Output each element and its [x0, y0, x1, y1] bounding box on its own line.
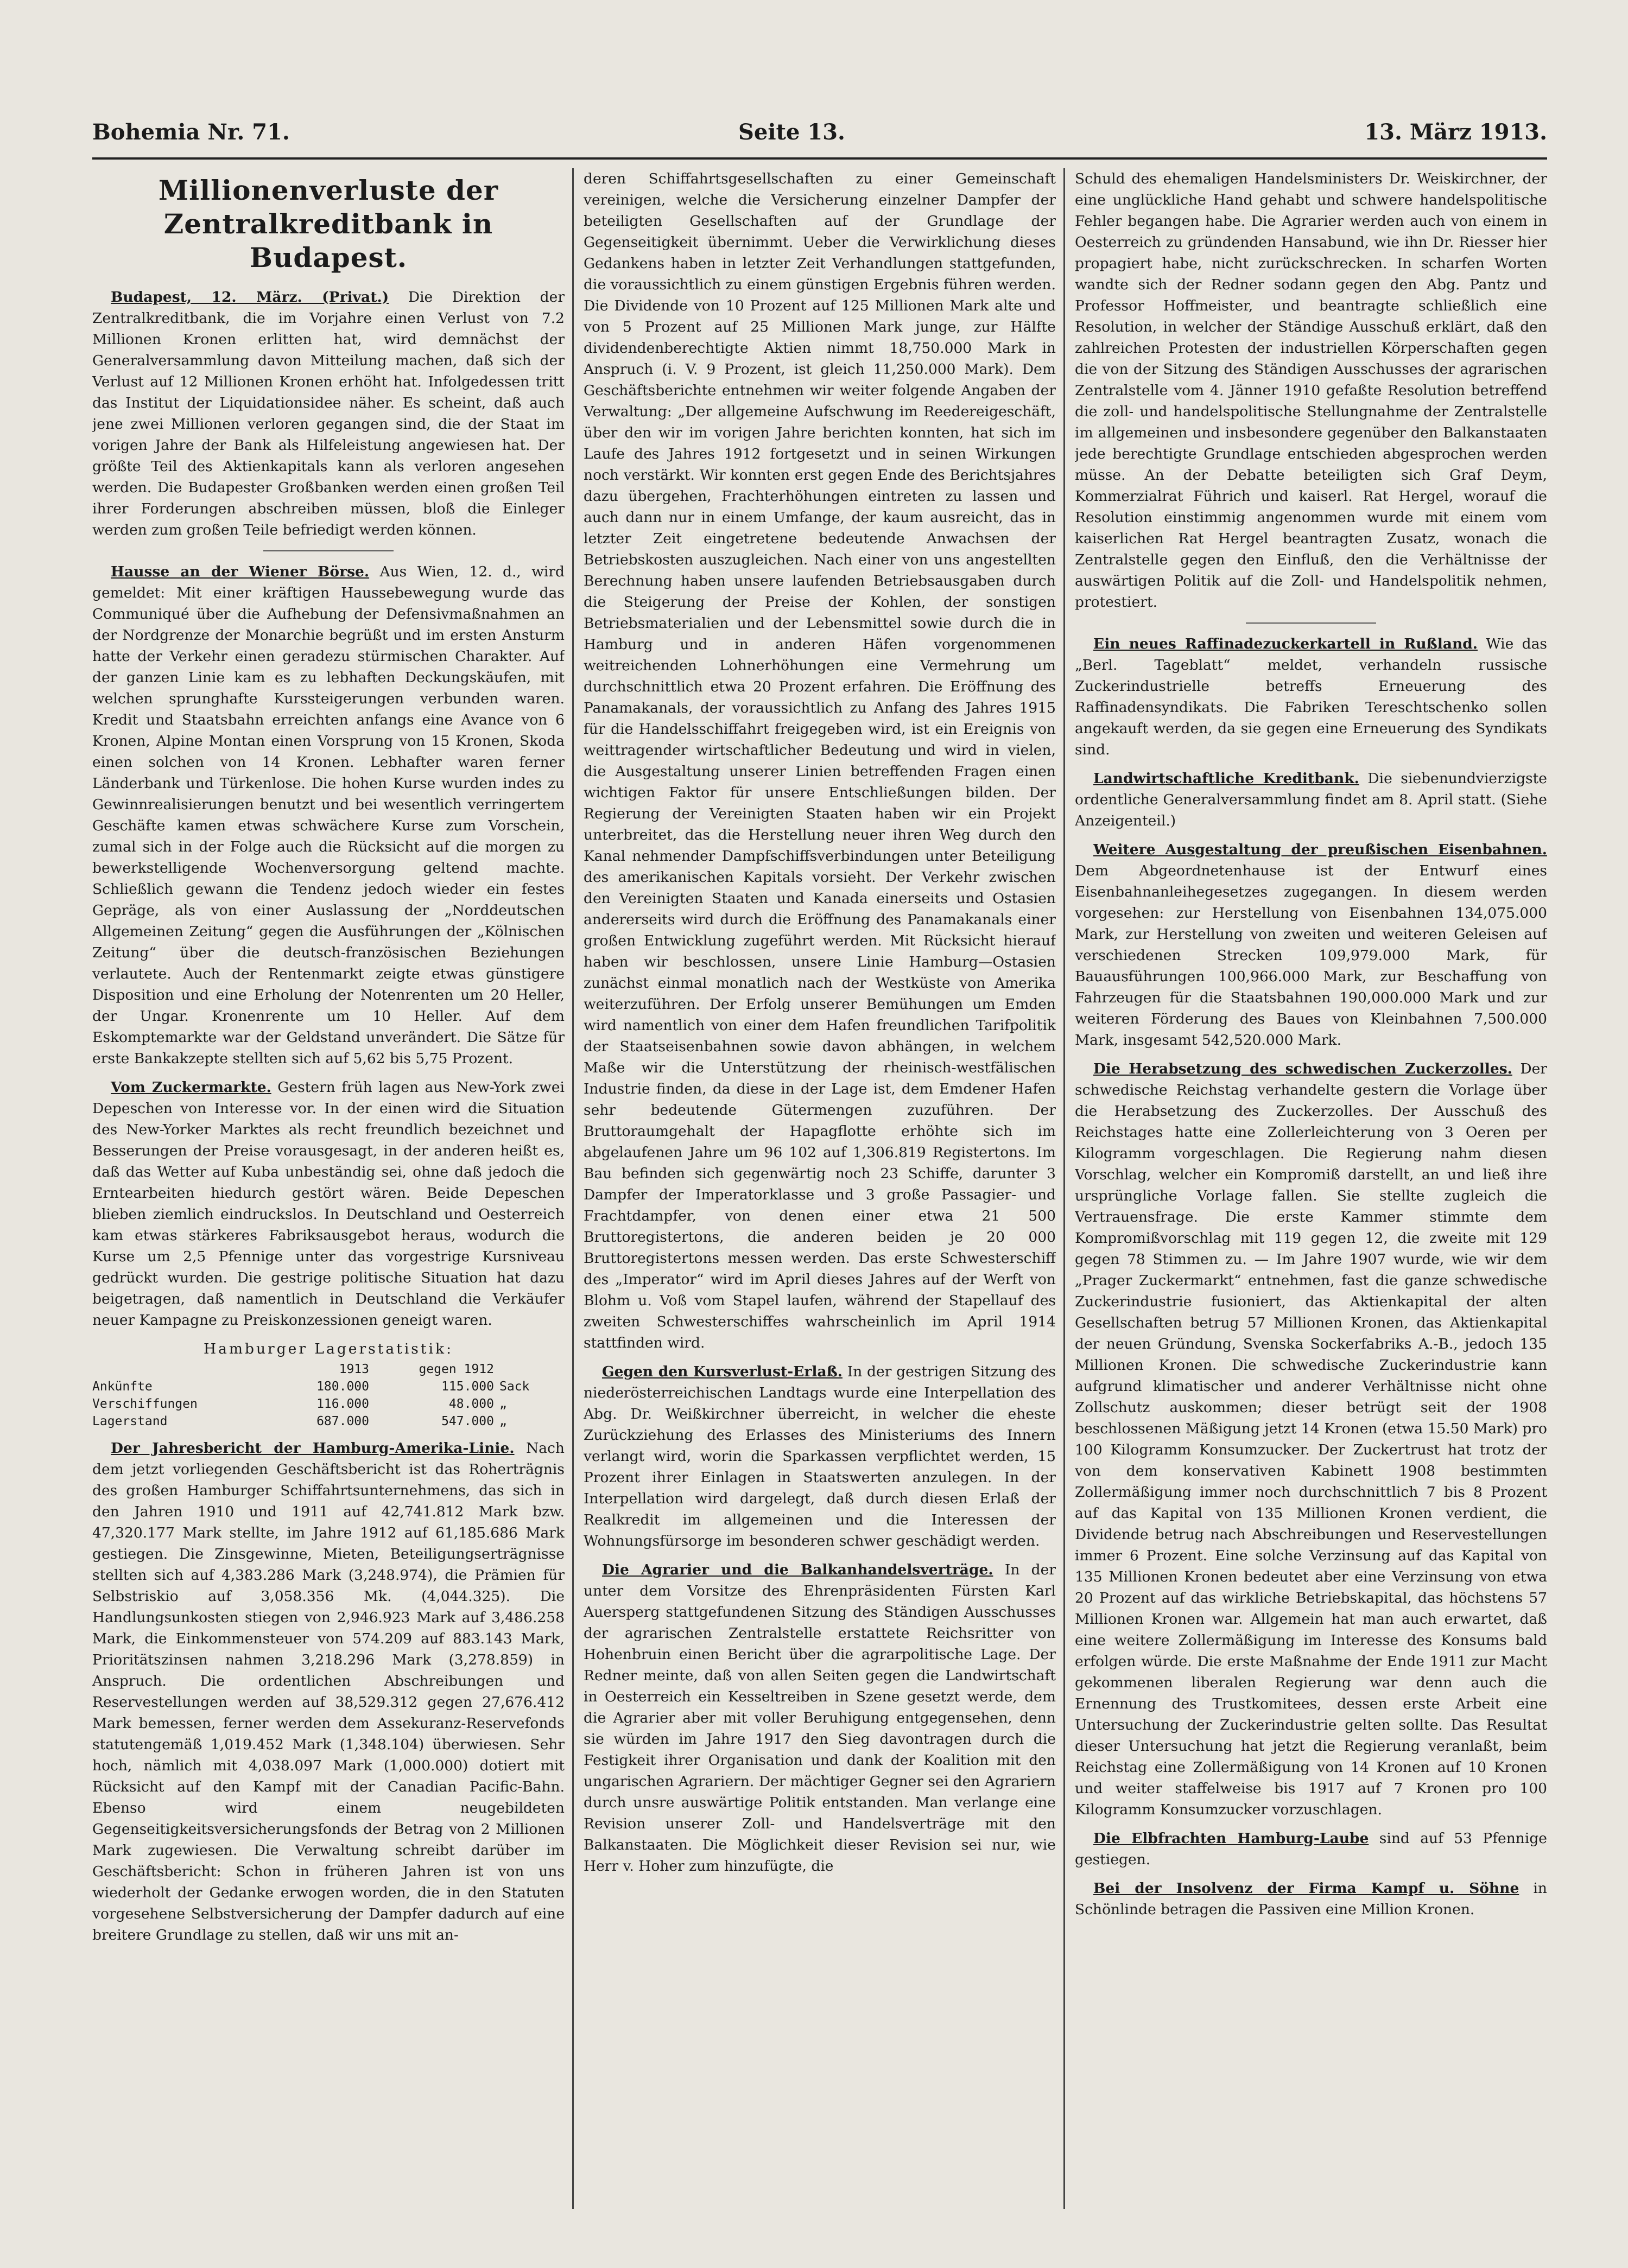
article-text: Der schwedische Reichstag verhandelte gestern die Vorlage über die Herabsetzung des Zuckerzolles. Der Ausschuß des Reichstages hatte eine Zollerleichterung von 3 Oeren per Kilogramm vorgeschlagen. Die Regierung nahm diesen Vorschlag, welcher ein Kompromiß darstellt, an und ließ ihre ursprüngliche Vorlage fallen. Sie stellte zugleich die Vertrauensfrage. Die erste Kammer stimmte dem Kompromißvorschlag mit 119 gegen 12, die zweite mit 129 gegen 78 Stimmen zu. — Im Jahre 1907 wurde, wie wir dem „Prager Zuckermarkt“ entnehmen, fast die ganze schwedische Zuckerindustrie fusioniert, das Aktienkapital der alten Gesellschaften betrug 57 Millionen Kronen, das Aktienkapital der neuen Gründung, Svenska Sockerfabriks A.-B., jedoch 135 Millionen Kronen. Die schwedische Zuckerindustrie kann aufgrund klimatischer und anderer Verhältnisse nicht ohne Zollschutz auskommen; dieser betrügt seit der 1908 beschlossenen Mäßigung jetzt 14 Kronen (etwa 15.50 Mark) pro 100 Kilogramm Konsumzucker. Der Zuckertrust hat trotz der von dem konservativen Kabinett 1908 bestimmten Zollermäßigung immer noch durchschnittlich 7 bis 8 Prozent auf das Kapital von 135 Millionen Kronen verdient, die Dividende betrug nach Abschreibungen und Reservestellungen immer 6 Prozent. Eine solche Verzinsung auf das Kapital von 135 Millionen Kronen bedeutet aber eine Verzinsung von etwa 20 Prozent auf das wirkliche Betriebskapital, das höchstens 57 Millionen Kronen war. Allgemein hat man auch erwartet, daß eine weitere Zollermäßigung im Interesse des Konsums bald erfolgen würde. Die erste Maßnahme der Ende 1911 zur Macht gekommenen liberalen Regierung war denn auch die Ernennung des Trustkomitees, dessen erste Arbeit eine Untersuchung der Zuckerindustrie gelten sollte. Das Resultat dieser Untersuchung hat jetzt die Regierung veranlaßt, beim Reichstag eine Zollermäßigung von 14 Kronen auf 10 Kronen und weiter staffelweise bis 1917 auf 7 Kronen pro 100 Kilogramm Konsumzucker vorzuschlagen. — [1075, 1060, 1547, 1818]
statistics-label: Ankünfte — [92, 1380, 153, 1394]
article-text: Schuld des ehemaligen Handelsministers Dr. Weiskirchner, der eine unglückliche Hand gehabt und schwere handelspolitische Fehler begangen habe. Die Agrarier werden auch von einem in Oesterreich zu gründenden Hansabund, wie ihn Dr. Riesser hier propagiert habe, nicht zurückschrecken. In scharfen Worten wandte sich der Redner sodann gegen den Abg. Pantz und Professor Hoffmeister, und beantragte schließlich eine Resolution, in welcher der Ständige Ausschuß erklärt, daß den zahlreichen Protesten der industriellen Körperschaften gegen die von der Sitzung des Ständigen Ausschusses der agrarischen Zentralstelle vom 4. Jänner 1910 gefaßte Resolution betreffend die zoll- und handelspolitische Stellungnahme der Zentralstelle im allgemeinen und insbesondere gegenüber den Balkanstaaten jede berechtigte Grundlage entschieden abgesprochen werden müsse. An der Debatte beteiligten sich Graf Deym, Kommerzialrat Führich und kaiserl. Rat Hergel, worauf die Resolution einstimmig angenommen wurde mit einem vom kaiserlichen Rat Hergel beantragten Zusatz, wonach die Zentralstelle gegen den Einfluß, den die Verhältnisse der auswärtigen Politik auf die Zoll- und Handelspolitik nehmen, protestiert. — [1075, 170, 1547, 611]
statistics-unit: „ — [499, 1397, 507, 1411]
article-heading: Ein neues Raffinadezuckerkartell in Rußland. — [1093, 636, 1478, 652]
article-paragraph — [584, 1559, 1056, 1877]
statistics-unit: Sack — [499, 1380, 530, 1394]
article-text: Dem Abgeordnetenhause ist der Entwurf eines Eisenbahnanleihegesetzes zugegangen. In diesem werden vorgesehen: zur Herstellung von Eisenbahnen 134,075.000 Mark, zur Herstellung von zweiten und weiteren Geleisen auf verschiedenen Strecken 109,979.000 Mark, für Bauausführungen 100,966.000 Mark, zur Beschaffung von Fahrzeugen für die Staatsbahnen 190,000.000 Mark und zur weiteren Förderung des Baues von Kleinbahnen 7,500.000 Mark, insgesamt 542,520.000 Mark. — [1075, 862, 1547, 1049]
article-paragraph — [92, 1438, 565, 1946]
statistics-value: 687.000 — [316, 1414, 369, 1428]
statistics-label: Verschiffungen — [92, 1397, 198, 1411]
article-paragraph — [1075, 168, 1547, 613]
column-divider — [1063, 168, 1065, 2209]
article-text: deren Schiffahrtsgesellschaften zu einer Gemeinschaft vereinigen, welche die Versicherung einzelner Dampfer der beteiligten Gesellschaften auf der Grundlage der Gegenseitigkeit übernimmt. Ueber die Verwirklichung dieses Gedankens haben in letzter Zeit Verhandlungen stattgefunden, die voraussichtlich zu einem günstigen Ergebnis führen werden. Die Dividende von 10 Prozent auf 125 Millionen Mark alte und von 5 Prozent auf 25 Millionen Mark junge, zur Hälfte dividendenberechtigte Aktien nimmt 18,750.000 Mark in Anspruch (i. V. 9 Prozent, ist gleich 11,250.000 Mark). Dem Geschäftsberichte entnehmen wir weiter folgende Angaben der Verwaltung: „Der allgemeine Aufschwung im Reedereigeschäft, über den wir im vorigen Jahre berichten konnten, hat sich im Laufe des Jahres 1912 fortgesetzt und in seinen Wirkungen noch verstärkt. Wir konnten erst gegen Ende des Berichtsjahres dazu übergehen, Frachterhöhungen eintreten zu lassen und auch dann nur in einem Umfange, der kaum ausreicht, das in letzter Zeit eingetretene bedeutende Anwachsen der Betriebskosten auszugleichen. Nach einer von uns angestellten Berechnung haben unsere laufenden Betriebsausgaben durch die Steigerung der Preise der Kohlen, der sonstigen Betriebsmaterialien und der Lebensmittel sowie durch die in Hamburg und in anderen Häfen vorgenommenen weitreichenden Lohnerhöhungen eine Vermehrung um durchschnittlich etwa 20 Prozent erfahren. Die Eröffnung des Panamakanals, der voraussichtlich zu Anfang des Jahres 1915 für die Handelsschiffahrt freigegeben wird, ist ein Ereignis von weittragender wirtschaftlicher Bedeutung und wird in vielen, die Ausgestaltung unserer Linien betreffenden Fragen einen wichtigen Faktor für unsere Entschließungen bilden. Der Regierung der Vereinigten Staaten haben wir ein Projekt unterbreitet, das die Herstellung neuer ihren Weg durch den Kanal nehmender Dampfschiffsverbindungen unter Beteiligung des amerikanischen Kapitals vorsieht. Der Verkehr zwischen den Vereinigten Staaten und Kanada einerseits und Ostasien andererseits wird durch die Eröffnung des Panamakanals einer großen Entwicklung zugeführt werden. Mit Rücksicht hierauf haben wir beschlossen, unsere Linie Hamburg—Ostasien zunächst einmal monatlich nach der Westküste von Amerika weiterzuführen. Der Erfolg unserer Bemühungen um Emden wird namentlich von einer dem Hafen freundlichen Tarifpolitik der Staatseisenbahnen sowie davon abhängen, in welchem Maße wir die Unterstützung der rheinisch-westfälischen Industrie finden, da diese in der Lage ist, dem Emdener Hafen sehr bedeutende Gütermengen zuzuführen. Der Bruttoraumgehalt der Hapagflotte erhöhte sich im abgelaufenen Jahre um 96 102 auf 1,306.819 Registertons. Im Bau befinden sich gegenwärtig noch 23 Schiffe, darunter 3 Dampfer der Imperatorklasse und 3 große Passagier- und Frachtdampfer, von denen einer etwa 21 500 Bruttoregistertons, die anderen beiden je 20 000 Bruttoregistertons messen werden. Das erste Schwesterschiff des „Imperator“ wird im April dieses Jahres auf der Werft von Blohm u. Voß vom Stapel laufen, während der Stapellauf des zweiten Schwesterschiffes wahrscheinlich im April 1914 stattfinden wird. — [584, 170, 1056, 1351]
article-heading: Bei der Insolvenz der Firma Kampf u. Söhne — [1093, 1880, 1519, 1897]
statistics-year-1913: 1913 — [339, 1362, 369, 1376]
article-heading: Hausse an der Wiener Börse. — [111, 563, 370, 580]
article-heading: Landwirtschaftliche Kreditbank. — [1093, 770, 1359, 787]
section-divider — [263, 550, 394, 551]
article-heading: Weitere Ausgestaltung der preußischen Eisenbahnen. — [1093, 841, 1547, 858]
statistics-value: 116.000 — [316, 1397, 369, 1411]
statistics-row — [92, 1413, 565, 1430]
article-text: Gestern früh lagen aus New-York zwei Depeschen von Interesse vor. In der einen wird die Situation des New-Yorker Marktes als recht freundlich bezeichnet und Besserungen der Preise vorausgesagt, in der anderen heißt es, daß das Wetter auf Kuba unbeständig sei, ohne daß jedoch die Erntearbeiten hiedurch gestört wären. Beide Depeschen blieben ziemlich eindruckslos. In Deutschland und Oesterreich kam etwas stärkeres Fabriksausgebot heraus, wodurch die Kurse um 2,5 Pfennige unter das vorgestrige Kursniveau gedrückt wurden. Die gestrige politische Situation hat dazu beigetragen, daß namentlich in Deutschland die Verkäufer neuer Kampagne zu Preiskonzessionen geneigt waren. — [92, 1079, 565, 1329]
article-heading: Die Herabsetzung des schwedischen Zuckerzolles. — [1093, 1060, 1512, 1077]
article-paragraph — [1075, 633, 1547, 760]
article-text: sind auf 53 Pfennige gestiegen. — [1075, 1830, 1547, 1868]
column-2 — [584, 168, 1056, 2220]
article-heading: Der Jahresbericht der Hamburg-Amerika-Linie. — [111, 1440, 515, 1457]
article-paragraph — [1075, 768, 1547, 831]
article-paragraph — [1075, 1828, 1547, 1870]
statistics-value: 180.000 — [316, 1380, 369, 1394]
section-divider — [1246, 622, 1376, 624]
header-page-number: Seite 13. — [738, 119, 845, 145]
column-divider — [572, 168, 574, 2209]
statistics-label: Lagerstand — [92, 1414, 168, 1428]
article-paragraph — [92, 561, 565, 1069]
statistics-value: 115.000 — [441, 1380, 494, 1394]
article-paragraph — [92, 1077, 565, 1331]
article-heading: Die Agrarier und die Balkanhandelsverträge. — [602, 1561, 993, 1578]
article-paragraph — [92, 287, 565, 541]
newspaper-page — [92, 114, 1547, 2220]
article-text: Die Direktion der Zentralkreditbank, die im Vorjahre einen Verlust von 7.2 Millionen Kronen erlitten hat, wird demnächst der Generalversammlung davon Mitteilung machen, daß sich der Verlust auf 12 Millionen Kronen erhöht hat. Infolgedessen tritt das Institut der Liquidationsidee näher. Es scheint, daß auch jene zwei Millionen verloren gegangen sind, die der Staat im vorigen Jahre der Bank als Hilfeleistung angewiesen hat. Der größte Teil des Aktienkapitals kann als verloren angesehen werden. Die Budapester Großbanken werden einen großen Teil ihrer Forderungen abschreiben müssen, bloß die Einleger werden zum großen Teile befriedigt werden können. — [92, 289, 565, 538]
page-header — [92, 114, 1547, 152]
article-text: Aus Wien, 12. d., wird gemeldet: Mit einer kräftigen Haussebewegung wurde das Communiqué über die Aufhebung der Defensivmaßnahmen an der Nordgrenze der Monarchie begrüßt und im ersten Ansturm hatte der Verkehr einen geradezu stürmischen Charakter. Auf der ganzen Linie kam es zu lebhaften Deckungskäufen, mit welchen sprunghafte Kurssteigerungen verbunden waren. Kredit und Staatsbahn erreichten anfangs eine Avance von 6 Kronen, Alpine Montan einen Vorsprung von 15 Kronen, Skoda einen solchen von 14 Kronen. Lebhafter waren ferner Länderbank und Türkenlose. Die hohen Kurse wurden indes zu Gewinnrealisierungen benutzt und bei wesentlich verringertem Geschäfte kamen etwas schwächere Kurse zum Vorschein, zumal sich in der Folge auch die Rücksicht auf die morgen zu bewerkstelligende Wochenversorgung geltend machte. Schließlich gewann die Tendenz jedoch wieder ein festes Gepräge, als von einer Auslassung der „Norddeutschen Allgemeinen Zeitung“ gegen die Ausführungen der „Kölnischen Zeitung“ über die deutsch-französischen Beziehungen verlautete. Auch der Rentenmarkt zeigte etwas günstigere Disposition und eine Erholung der Notenrenten um 20 Heller, der Ungar. Kronenrente um 10 Heller. Auf dem Eskomptemarkte war der Geldstand unverändert. Die Sätze für erste Bankakzepte stellten sich auf 5,62 bis 5,75 Prozent. — [92, 563, 565, 1067]
column-1 — [92, 168, 565, 2220]
article-text: in Schönlinde betragen die Passiven eine Million Kronen. — [1075, 1880, 1547, 1918]
article-heading: Gegen den Kursverlust-Erlaß. — [602, 1363, 842, 1380]
article-text: Nach dem jetzt vorliegenden Geschäftsbericht ist das Roherträgnis des großen Hamburger Schiffahrtsunternehmens, das sich in den Jahren 1910 und 1911 auf 42,741.812 Mark bzw. 47,320.177 Mark stellte, im Jahre 1912 auf 61,185.686 Mark gestiegen. Die Zinsgewinne, Mieten, Beteiligungserträgnisse stellten sich auf 4,383.286 Mark (3,248.974), die Prämien für Selbstriskio auf 3,058.356 Mk. (4,044.325). Die Handlungsunkosten stiegen von 2,946.923 Mark auf 3,486.258 Mark, die Einkommensteuer von 574.209 auf 883.143 Mark, Prioritätszinsen nahmen 3,218.296 Mark (3,278.859) in Anspruch. Die ordentlichen Abschreibungen und Reservestellungen werden auf 38,529.312 gegen 27,676.412 Mark bemessen, ferner werden dem Assekuranz-Reservefonds statutengemäß 1,019.452 Mark (1,348.104) überwiesen. Sehr hoch, nämlich mit 4,038.097 Mark (1,000.000) dotiert mit Rücksicht auf den Kampf mit der Canadian Pacific-Bahn. Ebenso wird einem neugebildeten Gegenseitigkeitsversicherungsfonds der Betrag von 2 Millionen Mark zugewiesen. Die Verwaltung schreibt darüber im Geschäftsbericht: Schon in früheren Jahren ist von uns wiederholt der Gedanke erwogen worden, die in den Statuten vorgesehene Selbstversicherung der Dampfer dadurch auf eine breitere Grundlage zu stellen, daß wir uns mit an- — [92, 1440, 565, 1943]
statistics-row — [92, 1378, 565, 1395]
statistics-value: 48.000 — [448, 1397, 494, 1411]
header-rule — [92, 157, 1547, 160]
header-issue: Bohemia Nr. 71. — [92, 119, 290, 145]
article-dateline: Budapest, 12. März. (Privat.) — [111, 289, 389, 306]
statistics-unit: „ — [499, 1414, 507, 1428]
article-text: Wie das „Berl. Tageblatt“ meldet, verhandeln russische Zuckerindustrielle betreffs Erneuerung des Raffinadensyndikats. Die Fabriken Tereschtschenko sollen angekauft werden, da sie gegen eine Erneuerung des Syndikats sind. — [1075, 636, 1547, 758]
statistics-value: 547.000 — [441, 1414, 494, 1428]
article-paragraph — [1075, 839, 1547, 1051]
article-heading: Die Elbfrachten Hamburg-Laube — [1093, 1830, 1369, 1847]
statistics-row — [92, 1395, 565, 1413]
statistics-table — [92, 1361, 565, 1430]
article-paragraph — [1075, 1058, 1547, 1820]
article-paragraph — [1075, 1878, 1547, 1920]
statistics-title: Hamburger Lagerstatistik: — [203, 1341, 454, 1357]
article-heading: Vom Zuckermarkte. — [111, 1079, 271, 1096]
article-paragraph — [584, 168, 1056, 1354]
column-3 — [1075, 168, 1547, 2220]
article-text: Die siebenundvierzigste ordentliche Generalversammlung findet am 8. April statt. (Siehe Anzeigenteil.) — [1075, 770, 1547, 829]
article-text: In der gestrigen Sitzung des niederösterreichischen Landtags wurde eine Interpellation des Abg. Dr. Weißkirchner überreicht, in welcher die eheste Zurückziehung des Erlasses des Ministeriums des Innern verlangt wird, worin die Sparkassen verpflichtet werden, 15 Prozent ihrer Einlagen in Staatswerten anzulegen. In der Interpellation wird dargelegt, daß durch diesen Erlaß der Realkredit im allgemeinen und die Interessen der Wohnungsfürsorge im besonderen schwer geschädigt werden. — [584, 1363, 1056, 1549]
article-text: In der unter dem Vorsitze des Ehrenpräsidenten Fürsten Karl Auersperg stattgefundenen Sitzung des Ständigen Ausschusses der agrarischen Zentralstelle erstattete Reichsritter von Hohenbruin einen Bericht über die agrarpolitische Lage. Der Redner meinte, daß von allen Seiten gegen die Landwirtschaft in Oesterreich ein Kesseltreiben in Szene gesetzt werde, dem die Agrarier aber mit voller Beruhigung entgegensehen, denn sie würden im Jahre 1917 den Sieg davontragen durch die Festigkeit ihrer Organisation und dank der Koalition mit den ungarischen Agrariern. Der mächtiger Gegner sei den Agrariern durch unsre auswärtige Politik entstanden. Man verlange eine Revision unserer Zoll- und Handelsverträge mit den Balkanstaaten. Die Möglichkeit dieser Revision sei nur, wie Herr v. Hoher zum hinzufügte, die — [584, 1561, 1056, 1875]
statistics-year-1912: gegen 1912 — [419, 1362, 494, 1376]
header-date: 13. März 1913. — [1364, 119, 1547, 145]
statistics-header-row — [92, 1361, 565, 1378]
lead-article-title: Millionenverluste der Zentralkreditbank in Budapest. — [158, 174, 499, 274]
article-paragraph — [584, 1361, 1056, 1552]
